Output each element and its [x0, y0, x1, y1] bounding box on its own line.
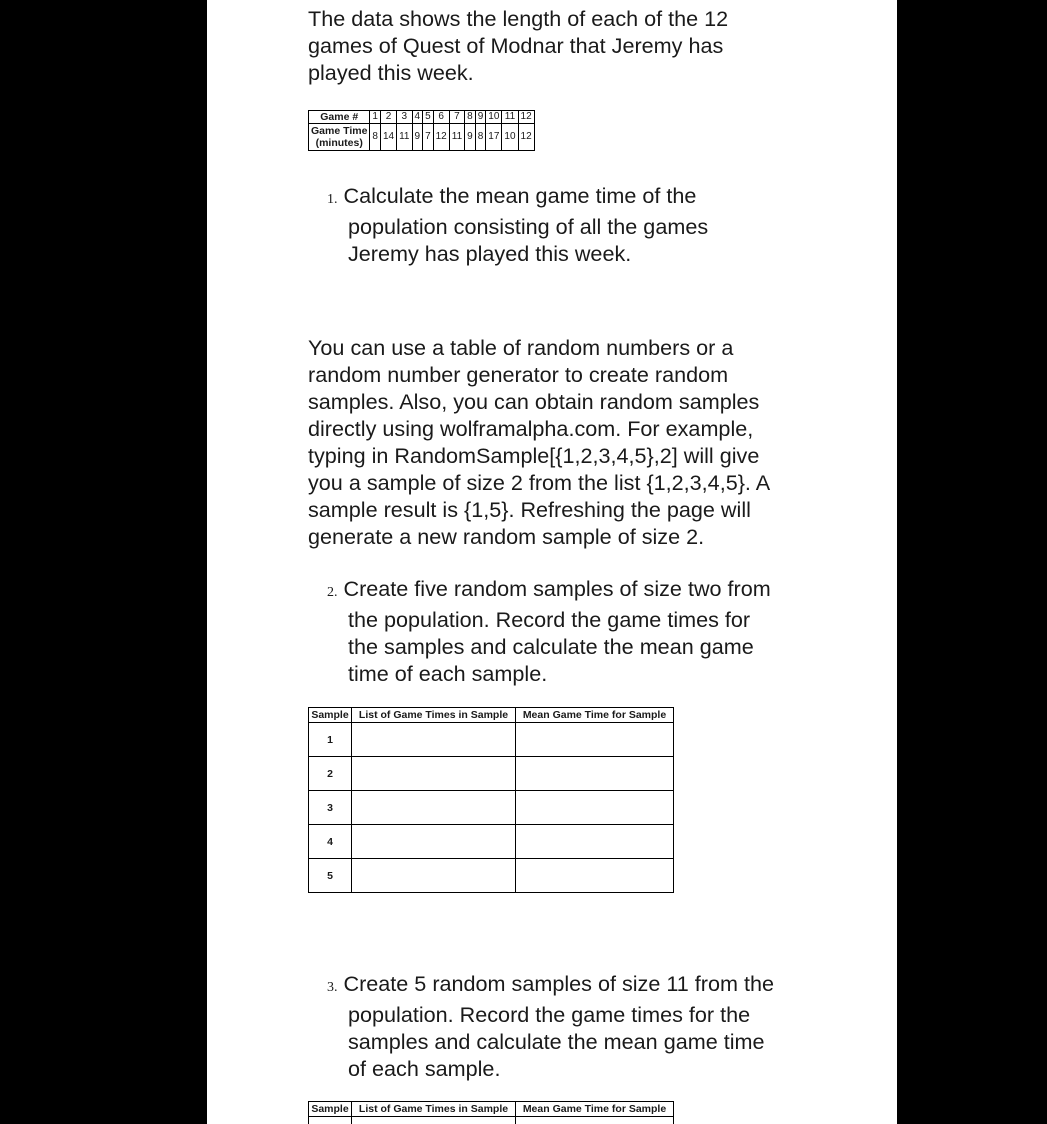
- table-row: [309, 723, 674, 757]
- game-number-cell: 7: [449, 111, 464, 124]
- info-line: sample result is {1,5}. Refreshing the page will: [308, 497, 751, 522]
- game-time-cell: 9: [465, 124, 476, 151]
- info-line: you a sample of size 2 from the list {1,2,3,4,5}. A: [308, 470, 771, 495]
- sample-table-header-row: [309, 708, 674, 723]
- game-number-cell: 6: [433, 111, 449, 124]
- game-times-cell[interactable]: [352, 859, 516, 893]
- question-1-line: Calculate the mean game time of the: [343, 183, 697, 208]
- sample-column-header: Sample: [309, 1102, 352, 1117]
- info-line: random number generator to create random: [308, 362, 729, 387]
- question-2-number: 2.: [327, 585, 338, 600]
- sample-number: 5: [309, 859, 352, 893]
- game-time-cell: 9: [412, 124, 423, 151]
- info-line: typing in RandomSample[{1,2,3,4,5},2] will give: [308, 443, 760, 468]
- game-data-table: [308, 110, 535, 151]
- game-number-cell: 5: [423, 111, 434, 124]
- info-line: directly using wolframalpha.com. For example,: [308, 416, 754, 441]
- table-row: [309, 791, 674, 825]
- question-3: [327, 970, 774, 1082]
- game-times-column-header: List of Game Times in Sample: [352, 1102, 516, 1117]
- question-2-line: time of each sample.: [348, 661, 548, 686]
- question-1-line: Jeremy has played this week.: [348, 241, 632, 266]
- game-times-cell[interactable]: [352, 791, 516, 825]
- mean-cell[interactable]: [516, 791, 674, 825]
- intro-line: games of Quest of Modnar that Jeremy has: [308, 33, 724, 58]
- game-number-cell: 1: [370, 111, 381, 124]
- info-paragraph: [308, 334, 770, 550]
- game-number-cell: 4: [412, 111, 423, 124]
- game-time-label-line: (minutes): [315, 137, 363, 149]
- mean-cell[interactable]: [516, 859, 674, 893]
- mean-column-header: Mean Game Time for Sample: [516, 708, 674, 723]
- game-times-cell[interactable]: [352, 723, 516, 757]
- question-3-line: population. Record the game times for the: [348, 1002, 751, 1027]
- question-3-number: 3.: [327, 980, 338, 995]
- question-1-number: 1.: [327, 192, 338, 207]
- question-3-line: samples and calculate the mean game time: [348, 1029, 765, 1054]
- question-1-line: population consisting of all the games: [348, 214, 709, 239]
- game-number-cell: 2: [380, 111, 396, 124]
- sample-table-header-row: [309, 1102, 674, 1117]
- game-number-cell: 12: [518, 111, 534, 124]
- info-line: You can use a table of random numbers or a: [308, 335, 734, 360]
- question-1: [327, 182, 708, 267]
- game-time-cell: 12: [433, 124, 449, 151]
- game-times-column-header: List of Game Times in Sample: [352, 708, 516, 723]
- info-line: generate a new random sample of size 2.: [308, 524, 705, 549]
- game-time-cell: 8: [475, 124, 486, 151]
- intro-paragraph: [308, 5, 728, 86]
- intro-line: The data shows the length of each of the 12: [308, 6, 729, 31]
- mean-cell[interactable]: [516, 1117, 674, 1124]
- game-time-cell: 12: [518, 124, 534, 151]
- sample-number: [309, 1117, 352, 1124]
- game-time-cell: 11: [397, 124, 412, 151]
- table-row: [309, 1117, 674, 1124]
- game-time-cell: 7: [423, 124, 434, 151]
- question-3-line: Create 5 random samples of size 11 from the: [343, 971, 774, 996]
- mean-cell[interactable]: [516, 723, 674, 757]
- info-line: samples. Also, you can obtain random samples: [308, 389, 760, 414]
- game-time-cell: 10: [502, 124, 518, 151]
- game-time-cell: 17: [486, 124, 502, 151]
- mean-cell[interactable]: [516, 825, 674, 859]
- sample-number: 1: [309, 723, 352, 757]
- mean-cell[interactable]: [516, 757, 674, 791]
- sample-column-header: Sample: [309, 708, 352, 723]
- question-2-line: the population. Record the game times for: [348, 607, 751, 632]
- table-row: [309, 859, 674, 893]
- game-time-cell: 8: [370, 124, 381, 151]
- sample-table-size-2: [308, 707, 674, 893]
- sample-number: 2: [309, 757, 352, 791]
- game-time-cell: 14: [380, 124, 396, 151]
- question-2-line: Create five random samples of size two from: [343, 576, 771, 601]
- game-time-label-line: Game Time: [311, 125, 368, 137]
- game-number-row: [309, 111, 535, 124]
- sample-number: 3: [309, 791, 352, 825]
- question-3-line: of each sample.: [348, 1056, 501, 1081]
- game-number-cell: 11: [502, 111, 518, 124]
- question-2: [327, 575, 771, 687]
- table-row: [309, 757, 674, 791]
- document-page: [207, 0, 897, 1124]
- intro-line: played this week.: [308, 60, 474, 85]
- game-times-cell[interactable]: [352, 825, 516, 859]
- game-number-cell: 8: [465, 111, 476, 124]
- game-number-label: Game #: [309, 111, 370, 124]
- question-2-line: the samples and calculate the mean game: [348, 634, 754, 659]
- sample-number: 4: [309, 825, 352, 859]
- game-time-row: [309, 124, 535, 151]
- game-time-label: [309, 124, 370, 151]
- game-times-cell[interactable]: [352, 1117, 516, 1124]
- game-times-cell[interactable]: [352, 757, 516, 791]
- table-row: [309, 825, 674, 859]
- game-time-cell: 11: [449, 124, 464, 151]
- game-number-cell: 10: [486, 111, 502, 124]
- mean-column-header: Mean Game Time for Sample: [516, 1102, 674, 1117]
- game-number-cell: 9: [475, 111, 486, 124]
- game-number-cell: 3: [397, 111, 412, 124]
- sample-table-size-11: [308, 1101, 674, 1124]
